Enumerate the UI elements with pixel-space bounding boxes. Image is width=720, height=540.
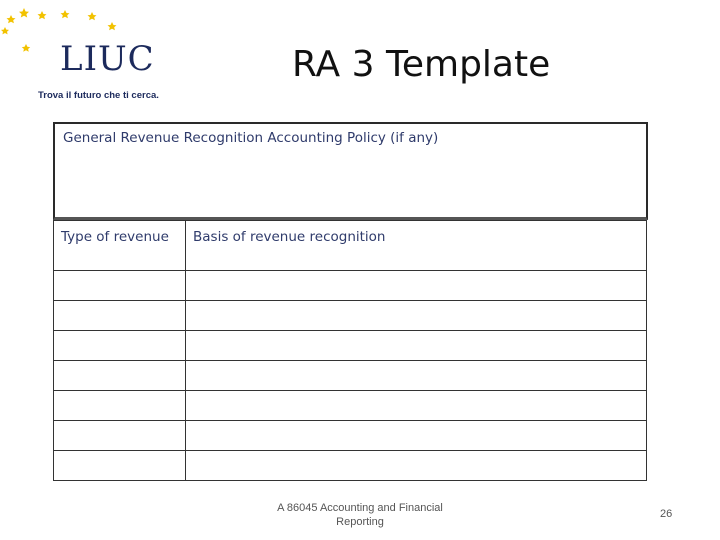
star-icon [61,10,70,18]
table-cell[interactable] [186,391,647,421]
table-cell[interactable] [54,421,186,451]
footer-course: A 86045 Accounting and Financial Reporting [277,502,443,528]
table-cell[interactable] [186,421,647,451]
table-cell[interactable] [54,301,186,331]
table-cell[interactable] [186,331,647,361]
table-row [54,361,647,391]
table-row [54,331,647,361]
table-row [54,451,647,481]
table-cell[interactable] [54,271,186,301]
star-icon [88,12,97,20]
revenue-table [53,220,646,481]
table-header-row [54,221,647,271]
star-icon [22,44,30,52]
star-icon [7,15,16,23]
table-cell[interactable] [54,391,186,421]
slide-title: RA 3 Template [292,44,551,85]
header-basis-of-recognition: Basis of revenue recognition [186,221,647,271]
star-icon [38,11,47,19]
table-cell[interactable] [54,361,186,391]
logo-text: LIUC [60,39,155,79]
table-row [54,271,647,301]
star-icon [108,22,117,30]
page-number: 26 [660,508,673,520]
star-icon [1,27,9,34]
header-type-of-revenue: Type of revenue [54,221,186,271]
table-cell[interactable] [186,361,647,391]
table-cell[interactable] [54,331,186,361]
table-cell[interactable] [186,451,647,481]
logo-tagline: Trova il futuro che ti cerca. [38,90,159,101]
table-cell[interactable] [186,271,647,301]
policy-label: General Revenue Recognition Accounting Policy (if any) [63,130,439,146]
table-row [54,301,647,331]
table-row [54,421,647,451]
table-cell[interactable] [54,451,186,481]
star-icon [19,8,29,18]
policy-box[interactable] [53,122,648,220]
table-cell[interactable] [186,301,647,331]
table-row [54,391,647,421]
